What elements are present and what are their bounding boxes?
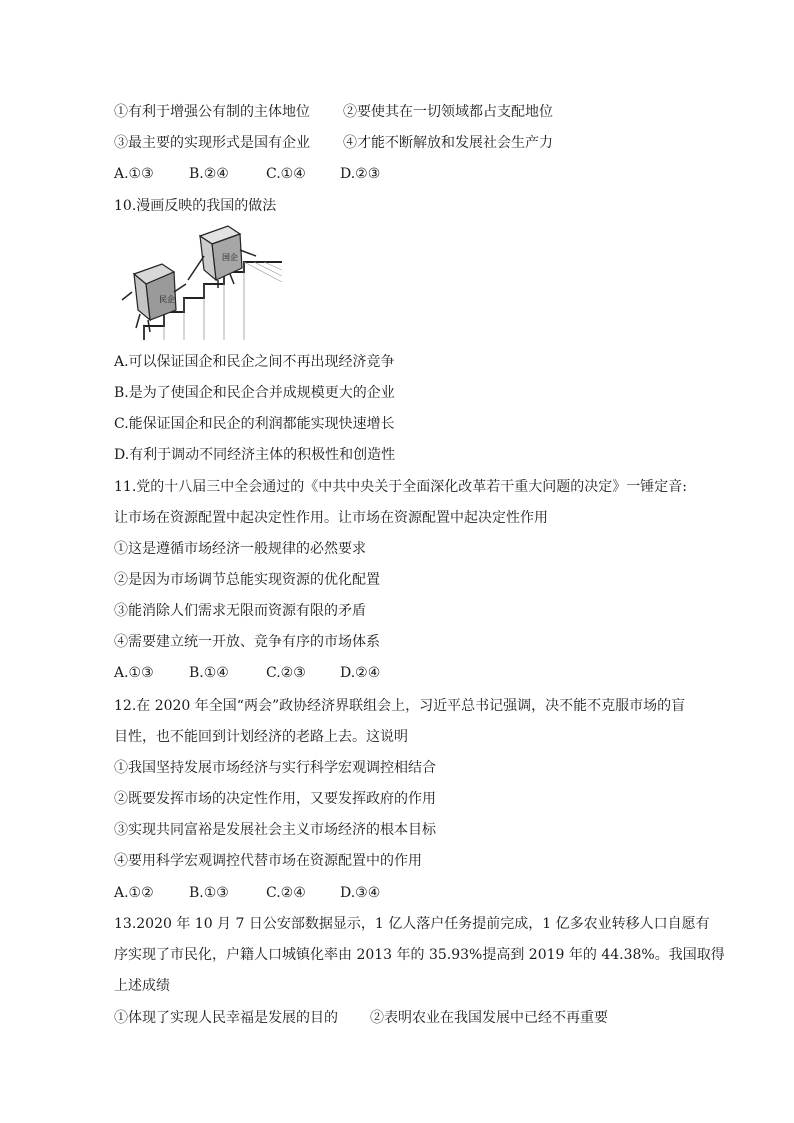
q11-choice-c: C.②③ [266, 665, 306, 681]
q12-choice-c: C.②④ [266, 885, 306, 901]
q10-option-c: C.能保证国企和民企的利润都能实现快速增长 [114, 416, 395, 432]
q11-stem-line-1: 11.党的十八届三中全会通过的《中共中央关于全面深化改革若干重大问题的决定》一锤定音: [114, 479, 687, 495]
q9-choice-a: A.①③ [114, 166, 154, 182]
q13-row-1 [114, 1008, 608, 1028]
q12-option-2: ②既要发挥市场的决定性作用，又要发挥政府的作用 [114, 791, 436, 807]
q12-choice-a: A.①② [114, 885, 154, 901]
q11-option-4: ④需要建立统一开放、竞争有序的市场体系 [114, 634, 380, 650]
state-box-label: 国企 [222, 253, 238, 262]
q13-option-1: ①体现了实现人民幸福是发展的目的 [114, 1010, 338, 1026]
private-box-label: 民企 [159, 295, 175, 304]
q10-option-a: A.可以保证国企和民企之间不再出现经济竞争 [114, 354, 395, 370]
q12-stem-line-1: 12.在 2020 年全国“两会”政协经济界联组会上，习近平总书记强调，决不能不克服市场的盲 [114, 698, 686, 714]
q9-row-2 [114, 133, 553, 153]
q11-option-2: ②是因为市场调节总能实现资源的优化配置 [114, 572, 380, 588]
q13-option-2: ②表明农业在我国发展中已经不再重要 [370, 1010, 608, 1026]
q11-option-1: ①这是遵循市场经济一般规律的必然要求 [114, 541, 366, 557]
q12-option-4: ④要用科学宏观调控代替市场在资源配置中的作用 [114, 853, 422, 869]
q9-choice-c: C.①④ [266, 166, 306, 182]
q9-option-2: ②要使其在一切领域都占支配地位 [343, 104, 553, 120]
q12-option-1: ①我国坚持发展市场经济与实行科学宏观调控相结合 [114, 760, 436, 776]
q9-option-1: ①有利于增强公有制的主体地位 [114, 104, 310, 120]
private-enterprise-figure [122, 264, 186, 332]
q11-choice-a: A.①③ [114, 665, 154, 681]
q13-stem-line-1: 13.2020 年 10 月 7 日公安部数据显示，1 亿人落户任务提前完成，1 亿多农业转移人口自愿有 [114, 916, 710, 932]
q11-choice-d: D.②④ [340, 665, 381, 681]
q9-option-4: ④才能不断解放和发展社会生产力 [343, 135, 553, 151]
q12-option-3: ③实现共同富裕是发展社会主义市场经济的根本目标 [114, 822, 436, 838]
q9-row-1 [114, 102, 553, 122]
q12-stem-line-2: 目性，也不能回到计划经济的老路上去。这说明 [114, 729, 408, 745]
cartoon-image [114, 222, 284, 342]
q10-option-b: B.是为了使国企和民企合并成规模更大的企业 [114, 385, 395, 401]
q9-choice-b: B.②④ [189, 166, 229, 182]
q11-choice-b: B.①④ [189, 665, 229, 681]
cartoon-illustration [114, 222, 284, 342]
q10-stem: 10.漫画反映的我国的做法 [114, 198, 277, 214]
q10-option-d: D.有利于调动不同经济主体的积极性和创造性 [114, 447, 396, 463]
state-enterprise-figure [188, 226, 256, 288]
q11-stem-line-2: 让市场在资源配置中起决定性作用。让市场在资源配置中起决定性作用 [114, 510, 548, 526]
q12-choice-b: B.①③ [189, 885, 229, 901]
q13-stem-line-2: 序实现了市民化，户籍人口城镇化率由 2013 年的 35.93%提高到 2019 年的 44.38%。我国取得 [114, 947, 725, 963]
q9-choice-d: D.②③ [340, 166, 381, 182]
q12-choice-d: D.③④ [340, 885, 381, 901]
q13-stem-line-3: 上述成绩 [114, 978, 170, 994]
q9-option-3: ③最主要的实现形式是国有企业 [114, 135, 310, 151]
q11-option-3: ③能消除人们需求无限而资源有限的矛盾 [114, 603, 366, 619]
